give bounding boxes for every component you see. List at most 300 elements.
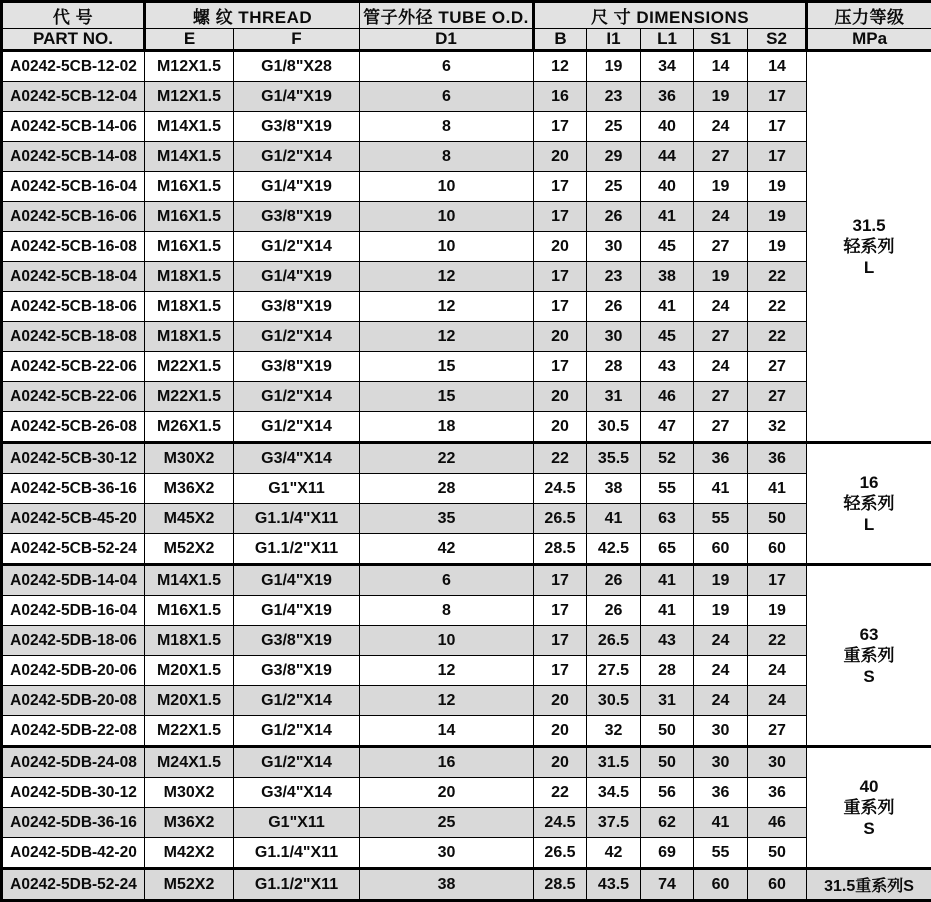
dim-b-cell: 20 — [534, 322, 587, 352]
thread-e-cell: M22X1.5 — [145, 716, 234, 747]
part-no-cell: A0242-5CB-16-08 — [2, 232, 145, 262]
dim-s1-cell: 24 — [694, 352, 748, 382]
dim-i1-cell: 23 — [587, 82, 641, 112]
table-row — [2, 534, 931, 565]
pressure-rating-cell: 31.5重系列S — [807, 869, 931, 901]
part-no-cell: A0242-5DB-52-24 — [2, 869, 145, 901]
dim-s1-cell: 30 — [694, 716, 748, 747]
header-dim-s2: S2 — [748, 29, 807, 51]
dim-b-cell: 20 — [534, 412, 587, 443]
thread-e-cell: M24X1.5 — [145, 747, 234, 778]
part-no-cell: A0242-5CB-36-16 — [2, 474, 145, 504]
dim-s1-cell: 24 — [694, 292, 748, 322]
dim-s1-cell: 24 — [694, 112, 748, 142]
dim-s2-cell: 60 — [748, 869, 807, 901]
thread-e-cell: M12X1.5 — [145, 51, 234, 82]
part-no-cell: A0242-5CB-16-06 — [2, 202, 145, 232]
thread-f-cell: G1.1/4"X11 — [234, 838, 360, 869]
table-row — [2, 565, 931, 596]
thread-f-cell: G3/8"X19 — [234, 656, 360, 686]
part-no-cell: A0242-5DB-20-08 — [2, 686, 145, 716]
table-row — [2, 474, 931, 504]
part-no-cell: A0242-5DB-24-08 — [2, 747, 145, 778]
part-no-cell: A0242-5DB-16-04 — [2, 596, 145, 626]
dim-b-cell: 28.5 — [534, 869, 587, 901]
dim-s2-cell: 22 — [748, 626, 807, 656]
dim-b-cell: 20 — [534, 747, 587, 778]
pressure-rating-cell — [807, 747, 931, 869]
dim-i1-cell: 34.5 — [587, 778, 641, 808]
table-row — [2, 352, 931, 382]
tube-d1-cell: 42 — [360, 534, 534, 565]
table-row — [2, 142, 931, 172]
tube-d1-cell: 10 — [360, 232, 534, 262]
header-thread-f: F — [234, 29, 360, 51]
thread-f-cell: G1.1/2"X11 — [234, 869, 360, 901]
dim-s1-cell: 24 — [694, 626, 748, 656]
dim-i1-cell: 26 — [587, 292, 641, 322]
table-row — [2, 202, 931, 232]
thread-f-cell: G1/2"X14 — [234, 716, 360, 747]
dim-s2-cell: 19 — [748, 232, 807, 262]
table-row — [2, 443, 931, 474]
dim-s2-cell: 41 — [748, 474, 807, 504]
part-no-cell: A0242-5DB-18-06 — [2, 626, 145, 656]
dim-l1-cell: 47 — [641, 412, 694, 443]
table-row — [2, 262, 931, 292]
pressure-series-code: S — [809, 666, 929, 687]
dim-i1-cell: 37.5 — [587, 808, 641, 838]
header-thread-e: E — [145, 29, 234, 51]
header-tube-d1: D1 — [360, 29, 534, 51]
tube-d1-cell: 35 — [360, 504, 534, 534]
dim-s2-cell: 50 — [748, 504, 807, 534]
table-row — [2, 747, 931, 778]
tube-d1-cell: 12 — [360, 262, 534, 292]
dim-l1-cell: 34 — [641, 51, 694, 82]
dim-s1-cell: 41 — [694, 808, 748, 838]
thread-f-cell: G3/8"X19 — [234, 112, 360, 142]
part-no-cell: A0242-5CB-52-24 — [2, 534, 145, 565]
thread-e-cell: M20X1.5 — [145, 686, 234, 716]
dim-l1-cell: 31 — [641, 686, 694, 716]
thread-f-cell: G1/2"X14 — [234, 382, 360, 412]
dim-l1-cell: 41 — [641, 596, 694, 626]
dim-l1-cell: 56 — [641, 778, 694, 808]
table-row — [2, 778, 931, 808]
pressure-series-code: L — [809, 257, 929, 278]
dim-s2-cell: 19 — [748, 202, 807, 232]
dim-l1-cell: 74 — [641, 869, 694, 901]
dim-s1-cell: 30 — [694, 747, 748, 778]
dim-b-cell: 24.5 — [534, 474, 587, 504]
thread-f-cell: G1/4"X19 — [234, 172, 360, 202]
dim-s1-cell: 27 — [694, 142, 748, 172]
thread-f-cell: G1/4"X19 — [234, 596, 360, 626]
dim-i1-cell: 32 — [587, 716, 641, 747]
thread-f-cell: G1/2"X14 — [234, 322, 360, 352]
dim-s2-cell: 22 — [748, 292, 807, 322]
thread-e-cell: M45X2 — [145, 504, 234, 534]
dim-b-cell: 17 — [534, 565, 587, 596]
dim-b-cell: 26.5 — [534, 504, 587, 534]
dim-b-cell: 17 — [534, 626, 587, 656]
part-no-cell: A0242-5CB-14-08 — [2, 142, 145, 172]
dim-b-cell: 17 — [534, 262, 587, 292]
header-pressure-rating-cn: 压力等级 — [807, 2, 931, 29]
dim-s2-cell: 17 — [748, 565, 807, 596]
dim-s2-cell: 19 — [748, 596, 807, 626]
dim-s2-cell: 19 — [748, 172, 807, 202]
dim-i1-cell: 25 — [587, 172, 641, 202]
dim-s2-cell: 17 — [748, 142, 807, 172]
tube-d1-cell: 10 — [360, 626, 534, 656]
thread-e-cell: M12X1.5 — [145, 82, 234, 112]
pressure-value: 31.5 — [809, 215, 929, 236]
tube-d1-cell: 10 — [360, 202, 534, 232]
table-row — [2, 82, 931, 112]
dim-i1-cell: 42.5 — [587, 534, 641, 565]
thread-f-cell: G1/4"X19 — [234, 565, 360, 596]
dim-l1-cell: 50 — [641, 716, 694, 747]
dim-l1-cell: 50 — [641, 747, 694, 778]
dim-b-cell: 17 — [534, 352, 587, 382]
part-no-cell: A0242-5DB-42-20 — [2, 838, 145, 869]
thread-f-cell: G3/8"X19 — [234, 292, 360, 322]
thread-e-cell: M22X1.5 — [145, 382, 234, 412]
thread-e-cell: M16X1.5 — [145, 232, 234, 262]
dim-l1-cell: 63 — [641, 504, 694, 534]
table-row — [2, 172, 931, 202]
tube-d1-cell: 12 — [360, 292, 534, 322]
header-tube-od-cn: 管子外径 TUBE O.D. — [360, 2, 534, 29]
dim-s1-cell: 19 — [694, 565, 748, 596]
tube-d1-cell: 30 — [360, 838, 534, 869]
dim-s1-cell: 27 — [694, 412, 748, 443]
part-no-cell: A0242-5DB-22-08 — [2, 716, 145, 747]
dim-s1-cell: 60 — [694, 869, 748, 901]
dim-i1-cell: 25 — [587, 112, 641, 142]
dim-i1-cell: 30 — [587, 322, 641, 352]
thread-f-cell: G1/4"X19 — [234, 262, 360, 292]
thread-e-cell: M18X1.5 — [145, 292, 234, 322]
pressure-series-code: S — [809, 818, 929, 839]
dim-s2-cell: 46 — [748, 808, 807, 838]
header-pressure-unit: MPa — [807, 29, 931, 51]
dim-s1-cell: 14 — [694, 51, 748, 82]
part-no-cell: A0242-5CB-18-06 — [2, 292, 145, 322]
dim-l1-cell: 52 — [641, 443, 694, 474]
dim-s1-cell: 19 — [694, 82, 748, 112]
dim-s2-cell: 22 — [748, 322, 807, 352]
dim-i1-cell: 31 — [587, 382, 641, 412]
thread-e-cell: M26X1.5 — [145, 412, 234, 443]
dim-b-cell: 20 — [534, 382, 587, 412]
dim-i1-cell: 26 — [587, 565, 641, 596]
part-no-cell: A0242-5CB-12-02 — [2, 51, 145, 82]
thread-f-cell: G1/2"X14 — [234, 142, 360, 172]
dim-i1-cell: 42 — [587, 838, 641, 869]
dim-i1-cell: 26 — [587, 202, 641, 232]
table-row — [2, 626, 931, 656]
part-no-cell: A0242-5CB-18-08 — [2, 322, 145, 352]
thread-e-cell: M14X1.5 — [145, 112, 234, 142]
pressure-rating-cell — [807, 443, 931, 565]
dim-b-cell: 17 — [534, 292, 587, 322]
pressure-series-cn: 轻系列 — [809, 236, 929, 257]
tube-d1-cell: 6 — [360, 82, 534, 112]
dim-b-cell: 22 — [534, 778, 587, 808]
thread-f-cell: G3/8"X19 — [234, 202, 360, 232]
header-dim-l1: L1 — [641, 29, 694, 51]
dim-b-cell: 17 — [534, 112, 587, 142]
part-no-cell: A0242-5CB-45-20 — [2, 504, 145, 534]
part-no-cell: A0242-5DB-14-04 — [2, 565, 145, 596]
dim-l1-cell: 69 — [641, 838, 694, 869]
table-row — [2, 716, 931, 747]
part-no-cell: A0242-5DB-36-16 — [2, 808, 145, 838]
table-row — [2, 686, 931, 716]
dim-l1-cell: 36 — [641, 82, 694, 112]
dim-i1-cell: 38 — [587, 474, 641, 504]
table-row — [2, 656, 931, 686]
dim-l1-cell: 41 — [641, 292, 694, 322]
dim-b-cell: 17 — [534, 172, 587, 202]
dim-s1-cell: 55 — [694, 504, 748, 534]
header-dim-s1: S1 — [694, 29, 748, 51]
tube-d1-cell: 6 — [360, 565, 534, 596]
thread-f-cell: G1.1/2"X11 — [234, 534, 360, 565]
dim-i1-cell: 29 — [587, 142, 641, 172]
dim-s2-cell: 36 — [748, 443, 807, 474]
dim-i1-cell: 30.5 — [587, 412, 641, 443]
thread-e-cell: M20X1.5 — [145, 656, 234, 686]
tube-d1-cell: 38 — [360, 869, 534, 901]
table-row — [2, 808, 931, 838]
part-no-cell: A0242-5CB-14-06 — [2, 112, 145, 142]
pressure-value: 16 — [809, 472, 929, 493]
dim-b-cell: 22 — [534, 443, 587, 474]
dim-s2-cell: 60 — [748, 534, 807, 565]
tube-d1-cell: 8 — [360, 112, 534, 142]
tube-d1-cell: 12 — [360, 656, 534, 686]
dim-b-cell: 26.5 — [534, 838, 587, 869]
dim-i1-cell: 19 — [587, 51, 641, 82]
dim-i1-cell: 27.5 — [587, 656, 641, 686]
dim-l1-cell: 62 — [641, 808, 694, 838]
table-row — [2, 838, 931, 869]
pressure-rating-cell — [807, 51, 931, 443]
dim-l1-cell: 44 — [641, 142, 694, 172]
dim-s2-cell: 24 — [748, 686, 807, 716]
thread-f-cell: G1/8"X28 — [234, 51, 360, 82]
dim-s1-cell: 24 — [694, 202, 748, 232]
tube-d1-cell: 20 — [360, 778, 534, 808]
tube-d1-cell: 8 — [360, 596, 534, 626]
dim-s1-cell: 27 — [694, 232, 748, 262]
part-no-cell: A0242-5CB-22-06 — [2, 382, 145, 412]
dim-l1-cell: 45 — [641, 322, 694, 352]
table-row — [2, 412, 931, 443]
dim-s1-cell: 60 — [694, 534, 748, 565]
tube-d1-cell: 25 — [360, 808, 534, 838]
table-body — [2, 51, 931, 901]
thread-f-cell: G1.1/4"X11 — [234, 504, 360, 534]
header-part-no-cn: 代 号 — [2, 2, 145, 29]
thread-f-cell: G1/2"X14 — [234, 747, 360, 778]
dim-s1-cell: 19 — [694, 172, 748, 202]
dim-b-cell: 17 — [534, 656, 587, 686]
dim-b-cell: 20 — [534, 232, 587, 262]
dim-b-cell: 28.5 — [534, 534, 587, 565]
pressure-series-cn: 重系列 — [809, 645, 929, 666]
dim-s2-cell: 17 — [748, 82, 807, 112]
dim-s2-cell: 36 — [748, 778, 807, 808]
dim-l1-cell: 40 — [641, 112, 694, 142]
part-no-cell: A0242-5CB-30-12 — [2, 443, 145, 474]
thread-e-cell: M22X1.5 — [145, 352, 234, 382]
thread-f-cell: G1/2"X14 — [234, 412, 360, 443]
tube-d1-cell: 28 — [360, 474, 534, 504]
dim-b-cell: 12 — [534, 51, 587, 82]
table-row — [2, 51, 931, 82]
pressure-series-code: L — [809, 514, 929, 535]
dim-s2-cell: 27 — [748, 382, 807, 412]
dim-s1-cell: 55 — [694, 838, 748, 869]
pressure-rating-cell — [807, 565, 931, 747]
part-no-cell: A0242-5CB-16-04 — [2, 172, 145, 202]
dim-s2-cell: 30 — [748, 747, 807, 778]
tube-d1-cell: 12 — [360, 686, 534, 716]
thread-e-cell: M16X1.5 — [145, 172, 234, 202]
header-dim-i1: I1 — [587, 29, 641, 51]
header-dim-b: B — [534, 29, 587, 51]
part-no-cell: A0242-5CB-22-06 — [2, 352, 145, 382]
tube-d1-cell: 16 — [360, 747, 534, 778]
dim-l1-cell: 41 — [641, 565, 694, 596]
pressure-series-cn: 轻系列 — [809, 493, 929, 514]
dim-l1-cell: 38 — [641, 262, 694, 292]
thread-e-cell: M18X1.5 — [145, 322, 234, 352]
thread-e-cell: M52X2 — [145, 534, 234, 565]
table-header — [2, 2, 931, 51]
dim-l1-cell: 43 — [641, 352, 694, 382]
dim-s1-cell: 27 — [694, 322, 748, 352]
dim-i1-cell: 41 — [587, 504, 641, 534]
part-no-cell: A0242-5CB-26-08 — [2, 412, 145, 443]
dim-b-cell: 20 — [534, 716, 587, 747]
thread-f-cell: G1/2"X14 — [234, 686, 360, 716]
thread-e-cell: M42X2 — [145, 838, 234, 869]
tube-d1-cell: 18 — [360, 412, 534, 443]
table-row — [2, 322, 931, 352]
thread-f-cell: G1/2"X14 — [234, 232, 360, 262]
tube-d1-cell: 8 — [360, 142, 534, 172]
part-no-cell: A0242-5DB-30-12 — [2, 778, 145, 808]
dim-s1-cell: 24 — [694, 686, 748, 716]
header-dimensions-cn: 尺 寸 DIMENSIONS — [534, 2, 807, 29]
header-part-no-en: PART NO. — [2, 29, 145, 51]
dim-i1-cell: 30 — [587, 232, 641, 262]
table-row — [2, 112, 931, 142]
dim-s1-cell: 41 — [694, 474, 748, 504]
dim-l1-cell: 43 — [641, 626, 694, 656]
dim-s1-cell: 27 — [694, 382, 748, 412]
table-row — [2, 504, 931, 534]
tube-d1-cell: 10 — [360, 172, 534, 202]
table-row — [2, 382, 931, 412]
thread-f-cell: G3/4"X14 — [234, 443, 360, 474]
dim-s1-cell: 24 — [694, 656, 748, 686]
dim-i1-cell: 30.5 — [587, 686, 641, 716]
thread-e-cell: M36X2 — [145, 808, 234, 838]
dim-s2-cell: 27 — [748, 716, 807, 747]
thread-e-cell: M16X1.5 — [145, 596, 234, 626]
thread-e-cell: M14X1.5 — [145, 142, 234, 172]
dim-i1-cell: 43.5 — [587, 869, 641, 901]
dim-l1-cell: 40 — [641, 172, 694, 202]
dim-i1-cell: 26 — [587, 596, 641, 626]
dim-i1-cell: 31.5 — [587, 747, 641, 778]
thread-f-cell: G3/4"X14 — [234, 778, 360, 808]
table-row — [2, 596, 931, 626]
thread-f-cell: G1"X11 — [234, 474, 360, 504]
thread-f-cell: G3/8"X19 — [234, 626, 360, 656]
dim-l1-cell: 46 — [641, 382, 694, 412]
table-row — [2, 869, 931, 901]
dim-s2-cell: 24 — [748, 656, 807, 686]
thread-e-cell: M14X1.5 — [145, 565, 234, 596]
dim-l1-cell: 28 — [641, 656, 694, 686]
dim-b-cell: 24.5 — [534, 808, 587, 838]
dim-s2-cell: 14 — [748, 51, 807, 82]
tube-d1-cell: 22 — [360, 443, 534, 474]
dim-i1-cell: 35.5 — [587, 443, 641, 474]
thread-f-cell: G1/4"X19 — [234, 82, 360, 112]
thread-e-cell: M52X2 — [145, 869, 234, 901]
thread-e-cell: M30X2 — [145, 443, 234, 474]
thread-e-cell: M18X1.5 — [145, 262, 234, 292]
dim-s2-cell: 27 — [748, 352, 807, 382]
tube-d1-cell: 14 — [360, 716, 534, 747]
thread-e-cell: M36X2 — [145, 474, 234, 504]
tube-d1-cell: 12 — [360, 322, 534, 352]
dim-l1-cell: 45 — [641, 232, 694, 262]
tube-d1-cell: 15 — [360, 352, 534, 382]
thread-e-cell: M30X2 — [145, 778, 234, 808]
thread-f-cell: G1"X11 — [234, 808, 360, 838]
dim-s1-cell: 36 — [694, 778, 748, 808]
tube-d1-cell: 6 — [360, 51, 534, 82]
thread-f-cell: G3/8"X19 — [234, 352, 360, 382]
tube-d1-cell: 15 — [360, 382, 534, 412]
dim-s2-cell: 32 — [748, 412, 807, 443]
dim-s2-cell: 22 — [748, 262, 807, 292]
part-no-cell: A0242-5CB-12-04 — [2, 82, 145, 112]
table-row — [2, 232, 931, 262]
dim-l1-cell: 65 — [641, 534, 694, 565]
dim-l1-cell: 55 — [641, 474, 694, 504]
dim-s1-cell: 19 — [694, 262, 748, 292]
table-row — [2, 292, 931, 322]
pressure-value: 63 — [809, 624, 929, 645]
dim-s1-cell: 19 — [694, 596, 748, 626]
dim-l1-cell: 41 — [641, 202, 694, 232]
part-no-cell: A0242-5DB-20-06 — [2, 656, 145, 686]
dim-b-cell: 17 — [534, 596, 587, 626]
dim-b-cell: 20 — [534, 142, 587, 172]
header-thread-cn: 螺 纹 THREAD — [145, 2, 360, 29]
